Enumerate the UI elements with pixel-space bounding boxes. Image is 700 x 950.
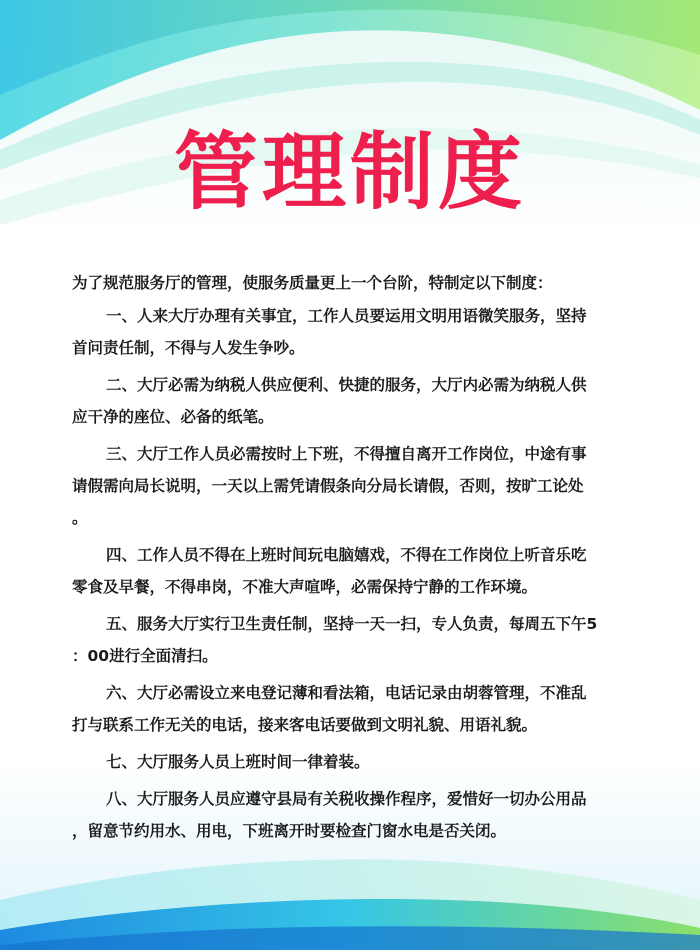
paragraph-line: 零食及早餐，不得串岗，不准大声喧哗，必需保持宁静的工作环境。 [72,578,538,596]
rule-paragraph-1 [72,300,642,364]
paragraph-line: ，留意节约用水、用电，下班离开时要检查门窗水电是否关闭。 [72,822,507,840]
intro-text: 为了规范服务厅的管理，使服务质量更上一个台阶，特制定以下制度： [72,274,553,292]
paragraph-line: 六、大厅必需设立来电登记薄和看法箱，电话记录由胡蓉管理，不准乱 [106,684,587,702]
rule-paragraph-8 [72,783,642,847]
rule-paragraph-2 [72,369,642,433]
paragraph-line: 请假需向局长说明，一天以上需凭请假条向分局长请假，否则，按旷工论处 [72,477,584,495]
rule-paragraph-7 [72,746,642,778]
paragraph-line: 。 [72,509,88,527]
page-title: 管理制度 [173,123,526,221]
paragraph-line: 打与联系工作无关的电话，接来客电话要做到文明礼貌、用语礼貌。 [72,716,538,734]
rule-paragraph-3 [72,438,642,534]
paragraph-line: 三、大厅工作人员必需按时上下班，不得擅自离开工作岗位，中途有事 [106,445,587,463]
paragraph-line: 应干净的座位、必备的纸笔。 [72,408,274,426]
rule-paragraph-4 [72,539,642,603]
paragraph-line: 四、工作人员不得在上班时间玩电脑嬉戏，不得在工作岗位上听音乐吃 [106,546,587,564]
paragraph-line: 八、大厅服务人员应遵守县局有关税收操作程序，爱惜好一切办公用品 [106,790,587,808]
paragraph-line: 一、人来大厅办理有关事宜，工作人员要运用文明用语微笑服务，坚持 [106,307,587,325]
paragraph-line: 五、服务大厅实行卫生责任制，坚持一天一扫，专人负责，每周五下午5 [106,615,598,633]
paragraph-line: 七、大厅服务人员上班时间一律着装。 [106,753,370,771]
paragraph-line: 首问责任制，不得与人发生争吵。 [72,339,305,357]
paragraph-line: ：00进行全面清扫。 [72,647,218,665]
paragraph-line: 二、大厅必需为纳税人供应便利、快捷的服务，大厅内必需为纳税人供 [106,376,587,394]
rule-paragraph-5 [72,608,642,672]
rule-paragraph-6 [72,677,642,741]
rules-content [72,268,642,852]
